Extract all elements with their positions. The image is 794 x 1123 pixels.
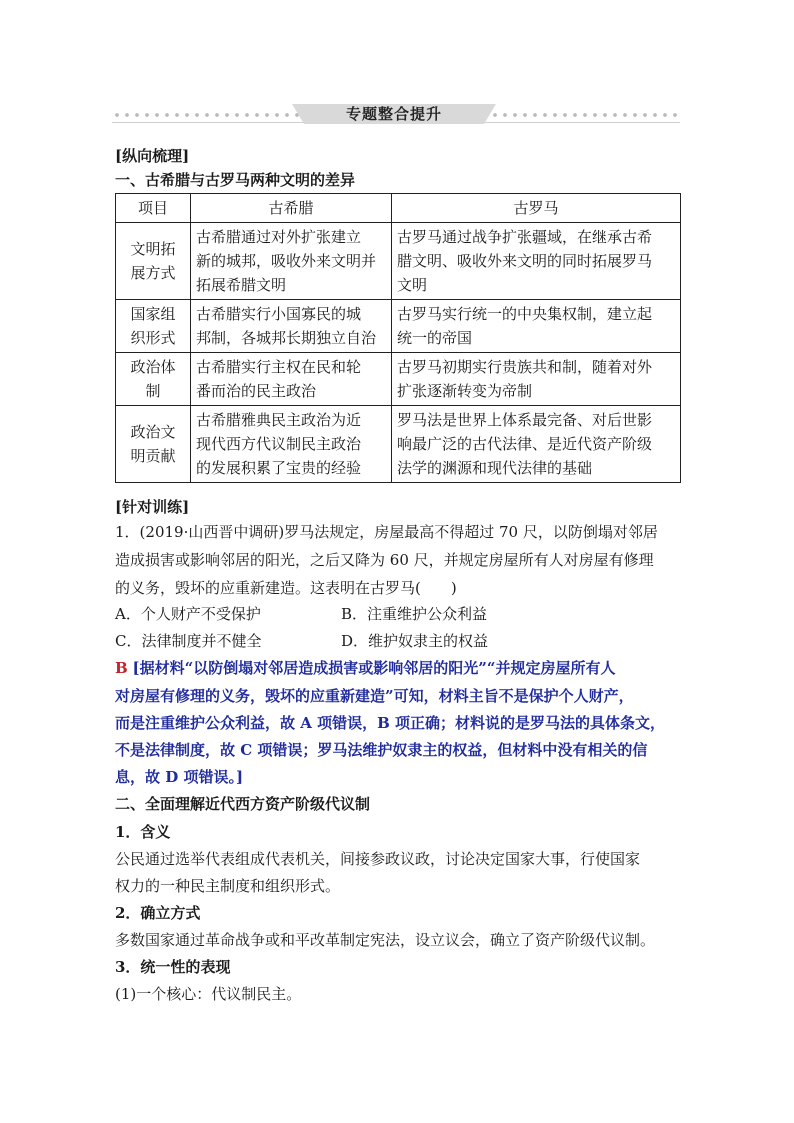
- table-row: [116, 300, 681, 353]
- table-header-greece: 古希腊: [191, 194, 392, 223]
- cell-line: 文明: [397, 276, 428, 294]
- banner-dots-left: [112, 112, 312, 118]
- table-cell-item: [116, 300, 191, 353]
- section-tag-practice: [针对训练]: [115, 498, 190, 516]
- cell-line: 古希腊实行主权在民和轮: [196, 358, 362, 376]
- cell-line: 罗马法是世界上体系最完备、对后世影: [397, 411, 653, 429]
- cell-line: 古罗马通过战争扩张疆域，在继承古希: [397, 228, 653, 246]
- cell-line: 扩张逐渐转变为帝制: [397, 382, 533, 400]
- table-cell-rome: [392, 300, 681, 353]
- paragraph-line: 公民通过选举代表组成代表机关，间接参政议政，讨论决定国家大事，行使国家: [115, 850, 641, 868]
- cell-line: 响最广泛的古代法律、是近代资产阶级: [397, 435, 653, 453]
- table-row: [116, 353, 681, 406]
- subheading-establishment: 2．确立方式: [115, 904, 201, 922]
- table-row: [116, 406, 681, 483]
- cell-line: 展方式: [130, 264, 176, 282]
- cell-line: 政治体: [130, 358, 176, 376]
- option-c: C．法律制度并不健全: [115, 632, 262, 650]
- cell-line: 古罗马实行统一的中央集权制，建立起: [397, 305, 653, 323]
- table-cell-item: [116, 406, 191, 483]
- option-b: B．注重维护公众利益: [341, 605, 488, 623]
- question-line: 造成损害或影响邻居的阳光，之后又降为 60 尺，并规定房屋所有人对房屋有修理: [115, 551, 654, 569]
- banner-label-box: [304, 104, 484, 124]
- paragraph-line: 权力的一种民主制度和组织形式。: [115, 877, 341, 895]
- cell-line: 统一的帝国: [397, 329, 473, 347]
- cell-line: 明贡献: [130, 447, 176, 465]
- table-cell-greece: [191, 353, 392, 406]
- cell-line: 制: [145, 382, 161, 400]
- table-header-item: 项目: [116, 194, 191, 223]
- section-banner: [112, 104, 680, 126]
- answer-explanation-line: 不是法律制度，故 C 项错误；罗马法维护奴隶主的权益，但材料中没有相关的信: [115, 741, 648, 759]
- cell-line: 古希腊通过对外扩张建立: [196, 228, 362, 246]
- table-cell-rome: [392, 353, 681, 406]
- cell-line: 国家组: [130, 305, 176, 323]
- table-row: [116, 223, 681, 300]
- subheading-meaning: 1．含义: [115, 823, 171, 841]
- cell-line: 的发展积累了宝贵的经验: [196, 459, 362, 477]
- table-cell-rome: [392, 406, 681, 483]
- answer-explanation-line: 对房屋有修理的义务，毁坏的应重新建造”可知，材料主旨不是保护个人财产，: [115, 687, 634, 705]
- question-line: 的义务，毁坏的应重新建造。这表明在古罗马( ): [115, 579, 457, 597]
- heading-greece-rome: 一、古希腊与古罗马两种文明的差异: [115, 171, 356, 189]
- answer-explanation-line: 而是注重维护公众利益，故 A 项错误，B 项正确；材料说的是罗马法的具体条文，: [115, 714, 665, 732]
- table-cell-greece: [191, 300, 392, 353]
- cell-line: 拓展希腊文明: [196, 276, 287, 294]
- option-d: D．维护奴隶主的权益: [341, 632, 489, 650]
- banner-dots-right: [480, 112, 680, 118]
- cell-line: 法学的渊源和现代法律的基础: [397, 459, 593, 477]
- table-cell-item: [116, 353, 191, 406]
- cell-line: 番而治的民主政治: [196, 382, 317, 400]
- comparison-table: [115, 193, 681, 483]
- cell-line: 邦制，各城邦长期独立自治: [196, 329, 377, 347]
- table-cell-item: [116, 223, 191, 300]
- cell-line: 古罗马初期实行贵族共和制，随着对外: [397, 358, 653, 376]
- heading-representative-system: 二、全面理解近代西方资产阶级代议制: [115, 795, 371, 813]
- option-a: A．个人财产不受保护: [115, 605, 261, 623]
- cell-line: 政治文: [130, 423, 176, 441]
- answer-explanation-line: 息，故 D 项错误。]: [115, 768, 244, 786]
- cell-line: 现代西方代议制民主政治: [196, 435, 362, 453]
- table-cell-greece: [191, 406, 392, 483]
- cell-line: 古希腊雅典民主政治为近: [196, 411, 362, 429]
- subheading-unity: 3．统一性的表现: [115, 958, 231, 976]
- answer-explanation-line: [据材料“以防倒塌对邻居造成损害或影响邻居的阳光”“并规定房屋所有人: [132, 659, 616, 677]
- cell-line: 文明拓: [130, 240, 176, 258]
- paragraph-line: 多数国家通过革命战争或和平改革制定宪法，设立议会，确立了资产阶级代议制。: [115, 931, 656, 949]
- table-cell-greece: [191, 223, 392, 300]
- cell-line: 腊文明、吸收外来文明的同时拓展罗马: [397, 252, 653, 270]
- section-tag-vertical: [纵向梳理]: [115, 147, 190, 165]
- banner-title: 专题整合提升: [345, 105, 442, 123]
- table-header-rome: 古罗马: [392, 194, 681, 223]
- cell-line: 新的城邦，吸收外来文明并: [196, 252, 377, 270]
- table-cell-rome: [392, 223, 681, 300]
- answer-letter: B: [115, 659, 128, 677]
- cell-line: 古希腊实行小国寡民的城: [196, 305, 362, 323]
- answer-first-line: [115, 658, 615, 678]
- paragraph-line: (1)一个核心：代议制民主。: [115, 985, 302, 1003]
- cell-line: 织形式: [130, 329, 176, 347]
- table-header-row: [116, 194, 681, 223]
- question-line: 1．(2019·山西晋中调研)罗马法规定，房屋最高不得超过 70 尺，以防倒塌对邻居: [115, 523, 658, 541]
